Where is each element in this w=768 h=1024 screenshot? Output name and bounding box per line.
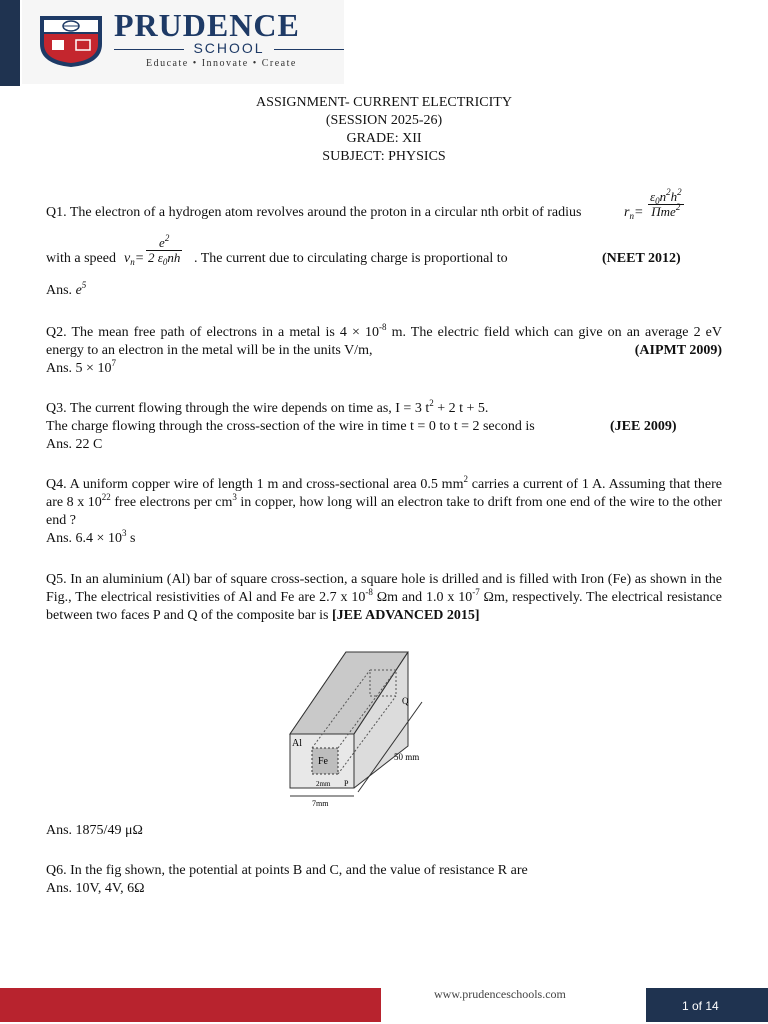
footer-website: www.prudenceschools.com (434, 987, 566, 1001)
header-title: ASSIGNMENT- CURRENT ELECTRICITY (256, 95, 512, 110)
shield-emblem-icon (38, 14, 104, 68)
q1-current-text: . The current due to circulating charge is proportional to (194, 251, 508, 266)
fig-label-fe: Fe (318, 756, 328, 767)
page-number: 1 of 14 (682, 999, 719, 1013)
fig-label-7mm: 7mm (312, 799, 329, 808)
question-4 (46, 476, 722, 548)
q5-exam-tag: [JEE ADVANCED 2015] (332, 608, 480, 623)
left-accent-bar (0, 0, 20, 86)
fig-label-p: P (344, 779, 349, 788)
q1-radius-symbol: $r_n=$ (624, 205, 644, 221)
q5-answer: Ans. 1875/49 μΩ (46, 823, 143, 838)
brand-tagline: Educate • Innovate • Create (146, 58, 297, 69)
q1-speed-formula: $\frac{e^2}{2 \varepsilon_0nh}$ (148, 233, 181, 267)
fig-label-2mm: 2mm (316, 780, 331, 788)
q6-text: Q6. In the fig shown, the potential at points B and C, and the value of resistance R are (46, 863, 528, 878)
assignment-header (0, 94, 768, 166)
header-grade: GRADE: XII (346, 131, 422, 146)
q2-answer: Ans. $5 \times 10^7$ (46, 358, 116, 376)
q3-answer: Ans. 22 C (46, 437, 103, 452)
fig-label-q: Q (402, 696, 409, 706)
q1-text: Q1. The electron of a hydrogen atom revolves around the proton in a circular nth orbit of radius (46, 205, 582, 220)
q2-text: Q2. The mean free path of electrons in a metal is $4 \times 10^{-8}$ m. The electric field which can give on an average 2 eV energy to an electron in the metal will be in the units V/m, (AIPMT 2009) (46, 322, 722, 358)
q1-exam-tag: (NEET 2012) (602, 251, 681, 266)
q3-line-2: The charge flowing through the cross-section of the wire in time t = 0 to t = 2 second is (JEE 2009) (46, 419, 677, 434)
q3-line-1: Q3. The current flowing through the wire depends on time as, I = 3 $t^2 + 2$ t + 5. (46, 398, 489, 416)
question-1 (46, 188, 722, 300)
q1-speed-text: with a speed (46, 251, 116, 266)
footer-red-bar (0, 988, 381, 1022)
fig-label-50mm: 50 mm (394, 752, 420, 762)
question-5 (46, 571, 722, 625)
q3-exam-tag: (JEE 2009) (610, 419, 677, 434)
brand-name: PRUDENCE (114, 7, 300, 43)
q5-text: Q5. In an aluminium (Al) bar of square cross-section, a square hole is drilled and is filled with Iron (Fe) as shown in the Fig., The electrical resistivities of Al and Fe are 2.7 x $10^{-8}$ Ωm and 1.0 x $10^{-7}$ Ωm, respectively. The electrical resistance between two faces P and Q of the composite bar is [JEE ADVANCED 2015] (46, 572, 723, 623)
q4-answer: Ans. $6.4 \times 10^3$ s (46, 528, 136, 546)
question-3 (46, 400, 722, 454)
school-logo (22, 0, 344, 84)
q1-answer: Ans. $e^5$ (46, 280, 87, 298)
q1-radius-formula: $\varepsilon_0n^2h^2$ Πme$^2$ (650, 187, 682, 219)
q1-speed-symbol: $v_n=$ (124, 251, 145, 267)
question-2 (46, 324, 722, 378)
q4-text: Q4. A uniform copper wire of length 1 m and cross-sectional area 0.5 $mm^2$ carries a current of 1 A. Assuming that there are 8 x $10^{22}$ free electrons per $cm^3$ in copper, how long will an electron take to drift from one end of the wire to the other end ? (46, 474, 723, 528)
brand-school: SCHOOL (193, 40, 265, 56)
fig-label-al: Al (292, 738, 302, 749)
composite-bar-figure (282, 648, 432, 810)
question-6 (46, 862, 722, 898)
q2-exam-tag: (AIPMT 2009) (634, 343, 722, 358)
header-session: (SESSION 2025-26) (325, 113, 443, 128)
header-subject: SUBJECT: PHYSICS (322, 149, 446, 164)
q6-answer: Ans. 10V, 4V, 6Ω (46, 881, 145, 896)
